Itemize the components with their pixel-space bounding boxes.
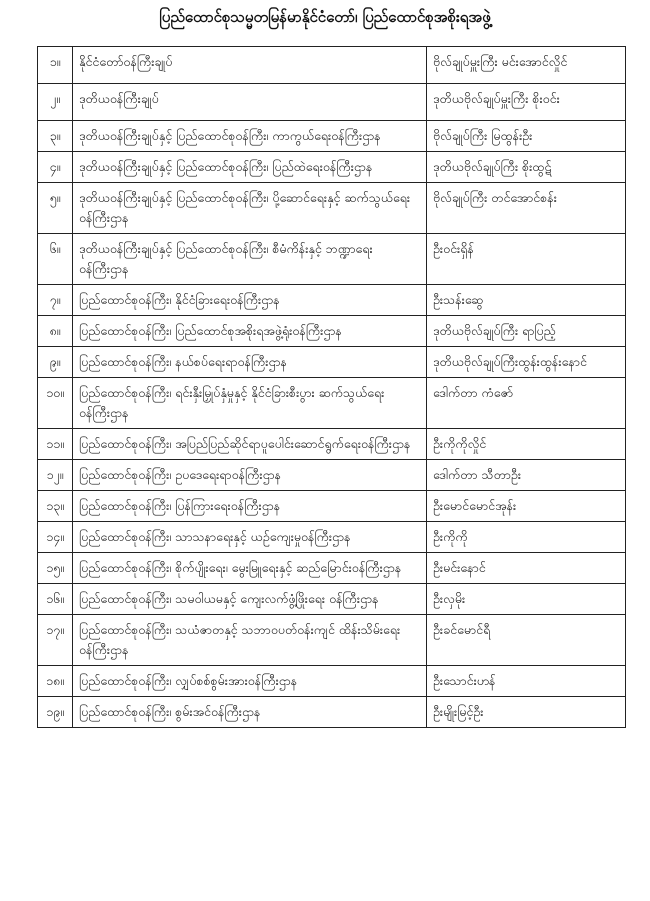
table-row <box>38 666 626 697</box>
name-cell: ဗိုလ်ချုပ်မှူးကြီး မင်းအောင်လှိုင် <box>427 47 626 84</box>
row-number: ၁၅။ <box>38 553 73 584</box>
table-row <box>38 584 626 615</box>
table-row <box>38 615 626 666</box>
row-number: ၁။ <box>38 47 73 84</box>
row-number: ၁၀။ <box>38 378 73 429</box>
position-cell: ဒုတိယဝန်ကြီးချုပ်နှင့် ပြည်ထောင်စုဝန်ကြီး၊ ပြည်ထဲရေးဝန်ကြီးဌာန <box>73 152 427 183</box>
name-cell: ဦးကိုကိုလှိုင် <box>427 429 626 460</box>
name-cell: ဦးလှမိုး <box>427 584 626 615</box>
position-cell: ပြည်ထောင်စုဝန်ကြီး၊ အပြည်ပြည်ဆိုင်ရာပူပေါင်းဆောင်ရွက်ရေးဝန်ကြီးဌာန <box>73 429 427 460</box>
table-row <box>38 285 626 316</box>
row-number: ၁၄။ <box>38 522 73 553</box>
name-cell: ဦးမင်းနောင် <box>427 553 626 584</box>
position-cell: ပြည်ထောင်စုဝန်ကြီး၊ စိုက်ပျိုးရေး၊ မွေးမြူရေးနှင့် ဆည်မြောင်းဝန်ကြီးဌာန <box>73 553 427 584</box>
name-cell: ဒေါက်တာ သီတာဦး <box>427 460 626 491</box>
name-cell: ဦးမောင်မောင်အုန်း <box>427 491 626 522</box>
position-cell: ပြည်ထောင်စုဝန်ကြီး၊ သာသနာရေးနှင့် ယဉ်ကျေးမှုဝန်ကြီးဌာန <box>73 522 427 553</box>
row-number: ၁၇။ <box>38 615 73 666</box>
row-number: ၁၃။ <box>38 491 73 522</box>
name-cell: ဒုတိယဗိုလ်ချုပ်မှူးကြီး စိုးဝင်း <box>427 84 626 121</box>
position-cell: ဒုတိယဝန်ကြီးချုပ်နှင့် ပြည်ထောင်စုဝန်ကြီး၊ ပို့ဆောင်ရေးနှင့် ဆက်သွယ်ရေးဝန်ကြီးဌာန <box>73 183 427 234</box>
row-number: ၅။ <box>38 183 73 234</box>
row-number: ၄။ <box>38 152 73 183</box>
name-cell: ဗိုလ်ချုပ်ကြီး မြထွန်းဦး <box>427 121 626 152</box>
name-cell: ဦးမျိုးမြင့်ဦး <box>427 697 626 728</box>
row-number: ၁၉။ <box>38 697 73 728</box>
position-cell: ဒုတိယဝန်ကြီးချုပ်နှင့် ပြည်ထောင်စုဝန်ကြီး၊ စီမံကိန်းနှင့် ဘဏ္ဍာရေးဝန်ကြီးဌာန <box>73 234 427 285</box>
table-row <box>38 152 626 183</box>
row-number: ၇။ <box>38 285 73 316</box>
position-cell: ပြည်ထောင်စုဝန်ကြီး၊ ဥပဒေရေးရာဝန်ကြီးဌာန <box>73 460 427 491</box>
cabinet-table-body <box>38 47 626 728</box>
table-row <box>38 84 626 121</box>
table-row <box>38 121 626 152</box>
table-row <box>38 183 626 234</box>
position-cell: ပြည်ထောင်စုဝန်ကြီး၊ ပြန်ကြားရေးဝန်ကြီးဌာန <box>73 491 427 522</box>
position-cell: ဒုတိယဝန်ကြီးချုပ် <box>73 84 427 121</box>
name-cell: ဒုတိယဗိုလ်ချုပ်ကြီး ရာပြည့် <box>427 316 626 347</box>
row-number: ၁၁။ <box>38 429 73 460</box>
position-cell: နိုင်ငံတော်ဝန်ကြီးချုပ် <box>73 47 427 84</box>
position-cell: ပြည်ထောင်စုဝန်ကြီး၊ သမဝါယမနှင့် ကျေးလက်ဖွံ့ဖြိုးရေး ဝန်ကြီးဌာန <box>73 584 427 615</box>
position-cell: ဒုတိယဝန်ကြီးချုပ်နှင့် ပြည်ထောင်စုဝန်ကြီး၊ ကာကွယ်ရေးဝန်ကြီးဌာန <box>73 121 427 152</box>
position-cell: ပြည်ထောင်စုဝန်ကြီး၊ ရင်းနှီးမြှုပ်နှံမှုနှင့် နိုင်ငံခြားစီးပွား ဆက်သွယ်ရေးဝန်ကြီးဌာန <box>73 378 427 429</box>
table-row <box>38 316 626 347</box>
table-row <box>38 522 626 553</box>
name-cell: ဦးသောင်းဟန် <box>427 666 626 697</box>
row-number: ၃။ <box>38 121 73 152</box>
position-cell: ပြည်ထောင်စုဝန်ကြီး၊ နိုင်ငံခြားရေးဝန်ကြီးဌာန <box>73 285 427 316</box>
position-cell: ပြည်ထောင်စုဝန်ကြီး၊ ပြည်ထောင်စုအစိုးရအဖွဲ့ရုံးဝန်ကြီးဌာန <box>73 316 427 347</box>
table-row <box>38 234 626 285</box>
name-cell: ဒုတိယဗိုလ်ချုပ်ကြီးထွန်းထွန်းနောင် <box>427 347 626 378</box>
name-cell: ဒေါက်တာ ကံဇော် <box>427 378 626 429</box>
position-cell: ပြည်ထောင်စုဝန်ကြီး၊ သယံဇာတနှင့် သဘာဝပတ်ဝန်းကျင် ထိန်းသိမ်းရေးဝန်ကြီးဌာန <box>73 615 427 666</box>
table-row <box>38 460 626 491</box>
name-cell: ဦးခင်မောင်ရီ <box>427 615 626 666</box>
row-number: ၁၂။ <box>38 460 73 491</box>
table-row <box>38 378 626 429</box>
table-row <box>38 553 626 584</box>
table-row <box>38 47 626 84</box>
name-cell: ဦးဝင်းရှိန် <box>427 234 626 285</box>
name-cell: ဦးသန်းဆွေ <box>427 285 626 316</box>
position-cell: ပြည်ထောင်စုဝန်ကြီး၊ စွမ်းအင်ဝန်ကြီးဌာန <box>73 697 427 728</box>
row-number: ၁၈။ <box>38 666 73 697</box>
row-number: ၂။ <box>38 84 73 121</box>
page-title: ပြည်ထောင်စုသမ္မတမြန်မာနိုင်ငံတော်၊ ပြည်ထောင်စုအစိုးရအဖွဲ့ <box>159 8 491 26</box>
row-number: ၈။ <box>38 316 73 347</box>
table-row <box>38 697 626 728</box>
table-row <box>38 491 626 522</box>
table-row <box>38 429 626 460</box>
cabinet-table <box>37 46 626 728</box>
row-number: ၁၆။ <box>38 584 73 615</box>
name-cell: ဦးကိုကို <box>427 522 626 553</box>
row-number: ၉။ <box>38 347 73 378</box>
position-cell: ပြည်ထောင်စုဝန်ကြီး၊ နယ်စပ်ရေးရာဝန်ကြီးဌာန <box>73 347 427 378</box>
name-cell: ဒုတိယဗိုလ်ချုပ်ကြီး စိုးထွဋ် <box>427 152 626 183</box>
row-number: ၆။ <box>38 234 73 285</box>
position-cell: ပြည်ထောင်စုဝန်ကြီး၊ လျှပ်စစ်စွမ်းအားဝန်ကြီးဌာန <box>73 666 427 697</box>
name-cell: ဗိုလ်ချုပ်ကြီး တင်အောင်စန်း <box>427 183 626 234</box>
table-row <box>38 347 626 378</box>
